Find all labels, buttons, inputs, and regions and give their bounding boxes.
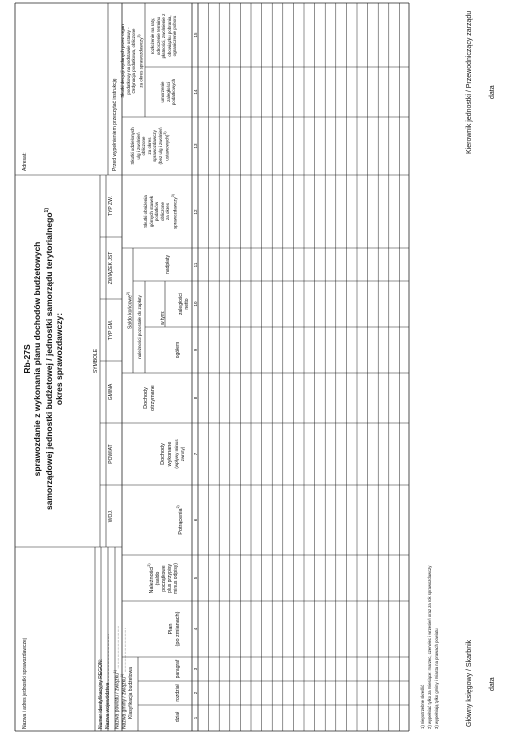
column-number: 3: [193, 667, 198, 671]
col-dochody-wykonane: Dochody wykonane (wpływy minus zwroty): [160, 439, 185, 469]
col-dochody-otrzymane: Dochody otrzymane: [143, 385, 156, 411]
symbol-gmina: GMINA: [108, 383, 114, 401]
col-skutki-decyzji: Skutki decyzji wydanych przez organ podatkowy na podstawie ustawy - Ordynacja podatkowa, obliczone za okres sprawozdawczy$^{3)}$: [120, 24, 143, 98]
col-klasyfikacja: Klasyfikacja budżetowa: [128, 667, 134, 719]
col-saldo: Saldo końcowe$^{2)}$: [126, 291, 134, 330]
signature-left: Główny księgowy / Skarbnik: [466, 639, 473, 727]
symbol-typ-gm: TYP GM.: [108, 319, 114, 341]
col-rozdzial: rozdział: [175, 684, 181, 702]
column-number: 9: [193, 348, 198, 352]
column-number: 10: [193, 301, 198, 307]
instruction-note: Przed wypełnieniem przeczytać instrukcję: [112, 78, 118, 171]
footnote-3: 3) wypełniają tylko gminy i miasta na prawach powiatu: [434, 628, 439, 729]
column-number: 5: [193, 576, 198, 580]
col-zaleglosci: zaległości netto: [178, 293, 190, 315]
col-dzial: dział: [175, 711, 181, 723]
col-rozlozenie: rozłożenie na raty, odroczenie terminu płatności, zwolnienie z obowiązku pobrania, ograniczenie poboru: [150, 13, 177, 59]
col-ogolem: ogółem: [175, 341, 181, 359]
col-naleznosci: Należności$^{2)}$ (saldo początkowe plus przypisy minus odpisy): [147, 563, 179, 594]
signature-right-date: data: [489, 85, 496, 99]
regon-label: Numer identyfikacyjny REGON:: [98, 658, 104, 729]
title-line3: okres sprawozdawczy:: [53, 312, 64, 406]
symbols-title: SYMBOLE: [93, 348, 99, 374]
col-nadplaty: nadpłaty: [165, 255, 171, 274]
footnote-2: 2) wypełniać tylko za miesiące: marzec, czerwiec i wrzesień oraz za rok sprawozdawczy: [427, 565, 432, 729]
title-line2: samorządowej jednostki budżetowej / jednostki samorządu terytorialnego$^{1)}$: [43, 208, 54, 511]
column-number: 15: [193, 32, 198, 38]
column-number: 13: [193, 143, 198, 149]
form-code: Rb-27S: [22, 344, 32, 374]
col-w-tym: w tym:: [160, 310, 166, 325]
column-number: 14: [193, 89, 198, 95]
column-number: 11: [193, 262, 198, 268]
reporter-label: Nazwa i adres jednostki sprawozdawczej: [22, 638, 28, 729]
column-number: 4: [193, 627, 198, 631]
county-label: Nazwa powiatu / związku$^{1)}$ ...............................: [113, 625, 121, 729]
column-number: 7: [193, 452, 198, 456]
col-plan: Plan (po zmianach): [168, 611, 181, 647]
col-skutki-ulg: Skutki udzielonych ulg i zwolnień obliczone za okres sprawozdawczy (bez ulg i zwolnień ustawowych)$^{3)}$: [130, 127, 170, 165]
column-number: 8: [193, 396, 198, 400]
symbol-zwiazek: ZWIĄZEK JST: [108, 251, 114, 285]
symbol-woj: WOJ.: [108, 509, 114, 523]
column-number: 1: [193, 716, 198, 720]
col-nal-pozostale: należności pozostałe do zapłaty: [137, 295, 142, 359]
col-umorzenie: umorzenie zaległości podatkowych: [160, 78, 176, 106]
column-number: 12: [193, 209, 198, 215]
signature-right: Kierownik jednostki / Przewodniczący zarządu: [466, 10, 473, 154]
column-number: 2: [193, 691, 198, 695]
symbol-powiat: POWIAT: [108, 444, 114, 464]
symbol-typ-zw: TYP ZW.: [108, 196, 114, 216]
title-line1: sprawozdanie z wykonania planu dochodów budżetowych: [32, 241, 42, 477]
form-title-block: [22, 179, 64, 539]
commune-label: Nazwa gminy / związku$^{1)}$ ................................: [120, 628, 128, 729]
voivodeship-label: Nazwa województwa ..................................: [105, 633, 111, 729]
signature-left-date: data: [489, 677, 496, 691]
col-skutki-obnizenia: Skutki obniżenia górnych stawek podatków obliczone za okres sprawozdawczy$^{3)}$: [143, 194, 177, 229]
footnote-1: 1) niepotrzebne skreślić: [420, 684, 425, 729]
col-paragraf: paragraf: [175, 659, 181, 679]
addressee-label: Adresat:: [22, 152, 28, 171]
col-potracenia: Potrącenia$^{2)}$: [176, 505, 184, 535]
column-number: 6: [193, 518, 198, 522]
